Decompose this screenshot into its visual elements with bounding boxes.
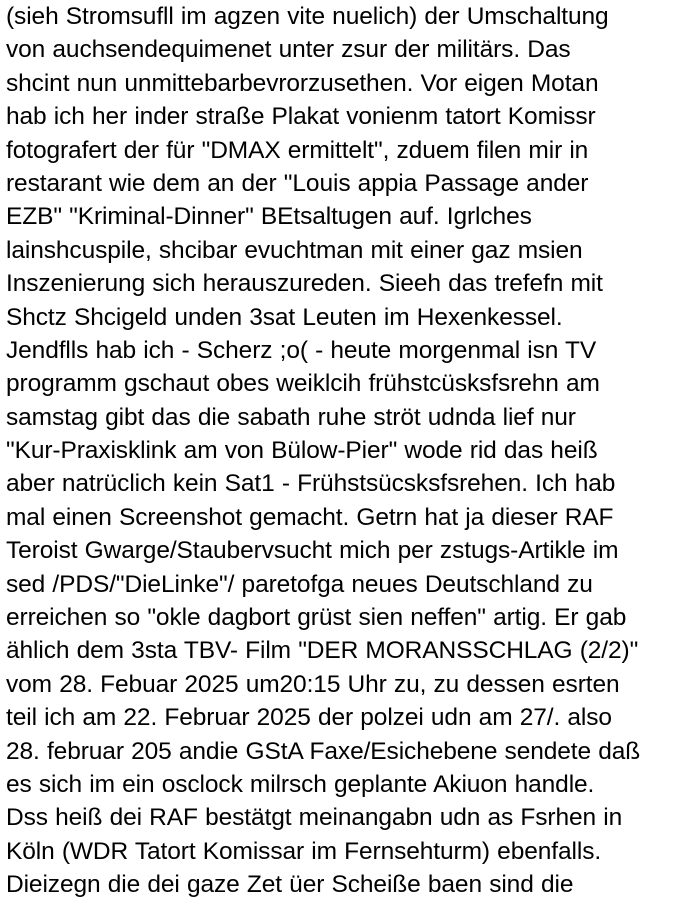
document-page xyxy=(6,0,684,920)
text-line: mal einen Screenshot gemacht. Getrn hat ja dieser RAF xyxy=(6,503,614,531)
text-line: Dss heiß dei RAF bestätgt meinangabn udn as Fsrhen in xyxy=(6,804,623,832)
text-line: restarant wie dem an der "Louis appia Passage ander xyxy=(6,169,589,197)
text-line: vom 28. Febuar 2025 um20:15 Uhr zu, zu dessen esrten xyxy=(6,670,620,698)
text-line: Köln (WDR Tatort Komissar im Fernsehturm) ebenfalls. xyxy=(6,837,602,865)
text-line: lainshcuspile, shcibar evuchtman mit einer gaz msien xyxy=(6,236,583,264)
text-line: EZB" "Kriminal-Dinner" BEtsaltugen auf. Igrlches xyxy=(6,203,532,231)
text-line: es sich im ein osclock milrsch geplante Akiuon handle. xyxy=(6,770,595,798)
text-line: Teroist Gwarge/Staubervsucht mich per zstugs-Artikle im xyxy=(6,537,619,565)
text-line: (sieh Stromsufll im agzen vite nuelich) der Umschaltung xyxy=(6,3,609,30)
text-line: sed /PDS/"DieLinke"/ paretofga neues Deutschland zu xyxy=(6,570,593,598)
text-line: "Kur-Praxisklink am von Bülow-Pier" wode rid das heiß xyxy=(6,437,598,465)
text-line: ählich dem 3sta TBV- Film "DER MORANSSCHLAG (2/2)" xyxy=(6,637,639,665)
text-line: samstag gibt das die sabath ruhe ströt udnda lief nur xyxy=(6,403,576,431)
text-line: teil ich am 22. Februar 2025 der polzei udn am 27/. also xyxy=(6,704,612,732)
text-line: programm gschaut obes weiklcih frühstcüsksfsrehn am xyxy=(6,370,600,398)
text-line: Shctz Shcigeld unden 3sat Leuten im Hexenkessel. xyxy=(6,303,563,331)
text-line: Jendflls hab ich - Scherz ;o( - heute morgenmal isn TV xyxy=(6,336,597,364)
text-line: Dieizegn die dei gaze Zet üer Scheiße baen sind die xyxy=(6,871,574,899)
text-line: aber natrüclich kein Sat1 - Frühstsücsksfsrehen. Ich hab xyxy=(6,470,616,498)
text-line: von auchsendequimenet unter zsur der militärs. Das xyxy=(6,36,571,64)
text-line: shcint nun unmittebarbevrorzusethen. Vor eigen Motan xyxy=(6,69,599,97)
text-line: Inszenierung sich herauszureden. Sieeh das trefefn mit xyxy=(6,270,603,298)
text-line: 28. februar 205 andie GStA Faxe/Esichebene sendete daß xyxy=(6,737,641,765)
text-line: hab ich her inder straße Plakat vonienm tatort Komissr xyxy=(6,103,596,131)
text-line: fotografert der für "DMAX ermittelt", zduem filen mir in xyxy=(6,136,589,164)
text-line: erreichen so "okle dagbort grüst sien neffen" artig. Er gab xyxy=(6,604,627,632)
